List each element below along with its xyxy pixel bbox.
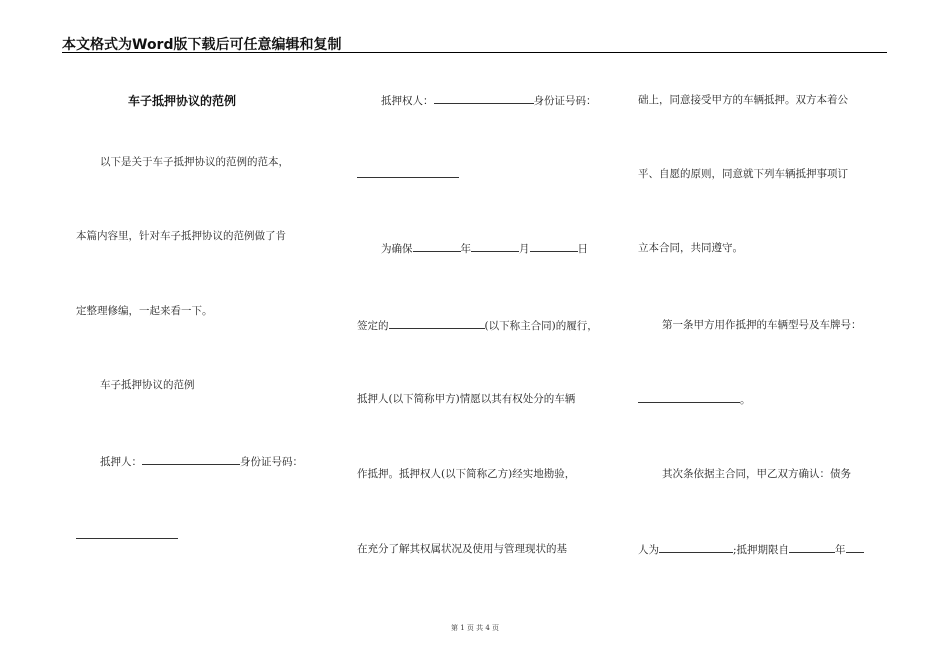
text-main-contract: (以下称主合同)的履行， [484,320,598,332]
col2-line-1 [381,92,641,108]
col2-line-3 [381,240,641,256]
blank-id-number-2 [357,166,459,178]
document-header: 本文格式为Word版下载后可任意编辑和复制 [62,37,342,53]
col1-line-2: 本篇内容里，针对车子抵押协议的范例做了肯 [76,230,286,242]
label-mortgagor: 抵押人： [100,456,142,468]
blank-mortgagee [434,92,534,104]
blank-tail [846,541,864,553]
col3-line-5 [638,391,898,407]
col1-line-4: 车子抵押协议的范例 [100,379,195,391]
col1-line-1: 以下是关于车子抵押协议的范例的范本， [100,156,289,168]
text-to-ensure: 为确保 [381,243,413,255]
blank-day [530,240,578,252]
text-day: 日 [577,243,588,255]
col3-line-2: 平、自愿的原则，同意就下列车辆抵押事项订 [638,168,848,180]
page-footer: 第 1 页 共 4 页 [450,624,500,632]
label-id-number-2: 身份证号码： [533,95,597,107]
blank-mortgagor [142,453,240,465]
col1-line-5 [100,453,360,469]
blank-month [471,240,519,252]
text-month: 月 [519,243,530,255]
blank-plate-number [638,391,740,403]
col2-line-2 [357,166,617,182]
col3-line-1: 础上，同意接受甲方的车辆抵押。双方本着公 [638,94,848,106]
col2-line-6: 作抵押。抵押权人(以下简称乙方)经实地勘验， [357,468,576,480]
text-debtor: 人为 [638,544,659,556]
blank-term-year [789,541,835,553]
label-mortgagee: 抵押权人： [381,95,434,107]
col2-line-4 [357,317,617,333]
text-year: 年 [460,243,471,255]
col3-line-4: 第一条甲方用作抵押的车辆型号及车牌号： [662,319,862,331]
col1-line-6 [76,527,336,543]
document-title: 车子抵押协议的范例 [128,94,237,108]
blank-id-number [76,527,178,539]
blank-contract [389,317,485,329]
col3-line-6: 其次条依据主合同，甲乙双方确认：债务 [662,468,851,480]
col3-line-7 [638,541,898,557]
text-term-from: ;抵押期限自 [733,544,790,556]
header-divider [62,52,887,53]
text-period: 。 [740,394,751,406]
col2-line-5: 抵押人(以下简称甲方)情愿以其有权处分的车辆 [357,393,576,405]
blank-debtor [659,541,733,553]
text-year-2: 年 [835,544,846,556]
label-id-number: 身份证号码： [240,456,303,468]
col2-line-7: 在充分了解其权属状况及使用与管理现状的基 [357,543,567,555]
col3-line-3: 立本合同，共同遵守。 [638,242,743,254]
blank-year [413,240,461,252]
col1-line-3: 定整理修编，一起来看一下。 [76,305,213,317]
text-signed: 签定的 [357,320,389,332]
